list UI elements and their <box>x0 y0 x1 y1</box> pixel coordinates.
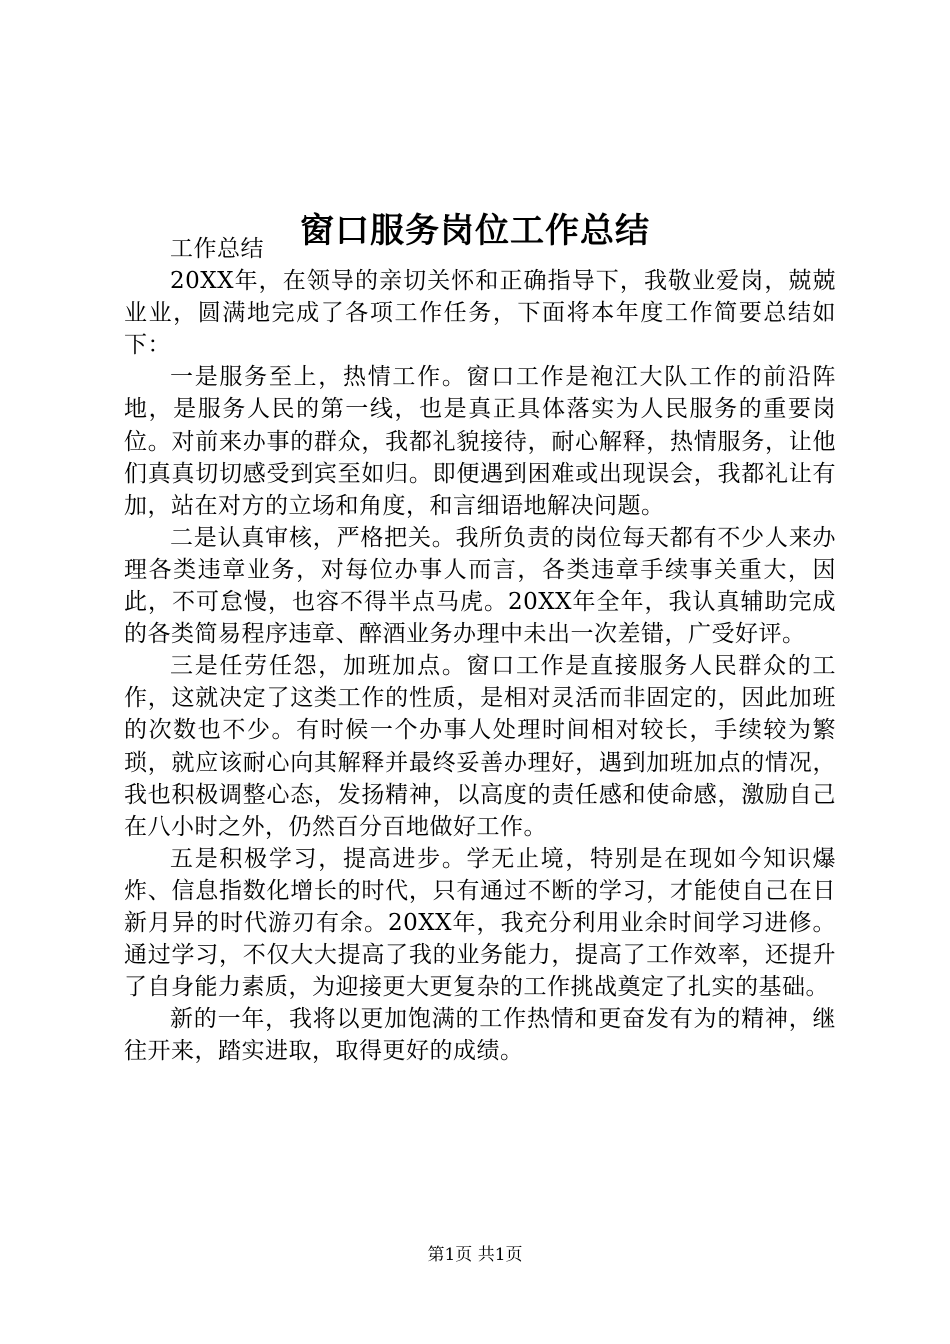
paragraph-service: 一是服务至上，热情工作。窗口工作是袍江大队工作的前沿阵地，是服务人民的第一线，也是真正具体落实为人民服务的重要岗位。对前来办事的群众，我都礼貌接待，耐心解释，热情服务，让他们真真切切感受到宾至如归。即便遇到困难或出现误会，我都礼让有加，站在对方的立场和角度，和言细语地解决问题。 <box>124 364 836 519</box>
page-footer: 第1页 共1页 <box>427 1245 523 1265</box>
paragraph-intro: 20XX年，在领导的亲切关怀和正确指导下，我敬业爱岗，兢兢业业，圆满地完成了各项工作任务，下面将本年度工作简要总结如下： <box>124 268 836 359</box>
paragraph-overtime: 三是任劳任怨，加班加点。窗口工作是直接服务人民群众的工作，这就决定了这类工作的性质，是相对灵活而非固定的，因此加班的次数也不少。有时候一个办事人处理时间相对较长，手续较为繁琐，就应该耐心向其解释并最终妥善办理好，遇到加班加点的情况，我也积极调整心态，发扬精神，以高度的责任感和使命感，激励自己在八小时之外，仍然百分百地做好工作。 <box>124 653 836 840</box>
paragraph-learning: 五是积极学习，提高进步。学无止境，特别是在现如今知识爆炸、信息指数化增长的时代，只有通过不断的学习，才能使自己在日新月异的时代游刃有余。20XX年，我充分利用业余时间学习进修。通过学习，不仅大大提高了我的业务能力，提高了工作效率，还提升了自身能力素质，为迎接更大更复杂的工作挑战奠定了扎实的基础。 <box>124 845 836 1001</box>
paragraph-conclusion: 新的一年，我将以更加饱满的工作热情和更奋发有为的精神，继往开来，踏实进取，取得更好的成绩。 <box>124 1006 836 1065</box>
document-title: 窗口服务岗位工作总结 <box>300 210 650 251</box>
document-body <box>124 233 836 1067</box>
paragraph-review: 二是认真审核，严格把关。我所负责的岗位每天都有不少人来办理各类违章业务，对每位办事人而言，各类违章手续事关重大，因此，不可怠慢，也容不得半点马虎。20XX年全年，我认真辅助完成的各类简易程序违章、醉酒业务办理中未出一次差错，广受好评。 <box>124 524 836 648</box>
paragraph-heading: 工作总结 <box>170 236 264 262</box>
